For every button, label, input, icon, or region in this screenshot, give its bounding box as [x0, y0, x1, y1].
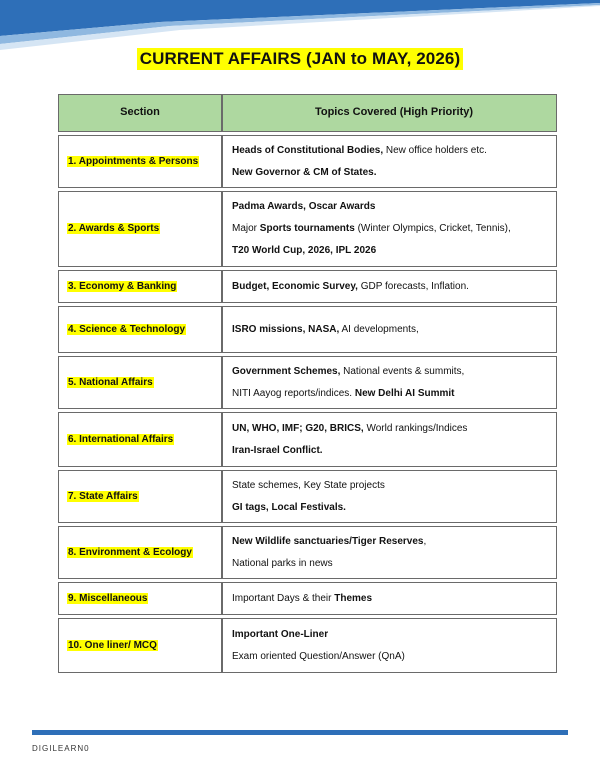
topics-cell — [222, 526, 557, 579]
section-cell — [58, 135, 222, 188]
topics-cell — [222, 356, 557, 409]
topic-text-bold: T20 World Cup, 2026, IPL 2026 — [232, 245, 377, 256]
topic-text: AI developments, — [339, 323, 419, 335]
topic-line — [232, 201, 556, 213]
topic-text: (Winter Olympics, Cricket, Tennis), — [354, 223, 511, 234]
topic-line — [232, 651, 556, 663]
table-row — [58, 191, 557, 267]
topic-text-bold: UN, WHO, IMF; G20, BRICS, — [232, 422, 364, 434]
topic-text-bold: Important One-Liner — [232, 628, 329, 640]
page-title: CURRENT AFFAIRS (JAN to MAY, 2026) — [137, 48, 463, 70]
topic-text: National events & summits, — [340, 365, 465, 377]
footer-brand: DIGILEARN0 — [32, 744, 90, 753]
topic-line — [232, 223, 556, 235]
topic-text: NITI Aayog reports/indices. — [232, 387, 355, 399]
section-label: 6. International Affairs — [68, 433, 174, 445]
section-label: 9. Miscellaneous — [68, 592, 148, 604]
table-row — [58, 470, 557, 523]
topics-cell — [222, 306, 557, 353]
topics-cell — [222, 582, 557, 615]
topic-text-bold: GI tags, Local Festivals. — [232, 501, 346, 513]
topic-line — [232, 281, 556, 293]
topics-cell — [222, 470, 557, 523]
topic-text-bold: Iran-Israel Conflict. — [232, 444, 323, 456]
topic-text-bold: Budget, Economic Survey, — [232, 280, 358, 292]
topic-text-bold: New Delhi AI Summit — [354, 387, 455, 399]
table-row — [58, 306, 557, 353]
topic-text: State schemes, Key State projects — [232, 479, 385, 491]
section-cell — [58, 470, 222, 523]
topic-text: World rankings/Indices — [363, 422, 468, 434]
table-row — [58, 582, 557, 615]
section-label: 1. Appointments & Persons — [68, 155, 199, 167]
section-label: 7. State Affairs — [68, 490, 138, 502]
topic-line — [232, 145, 556, 157]
section-label: 5. National Affairs — [68, 376, 153, 388]
topics-cell — [222, 270, 557, 303]
table-row — [58, 270, 557, 303]
topic-text-bold: Sports tournaments — [259, 223, 355, 234]
section-cell — [58, 582, 222, 615]
section-label: 4. Science & Technology — [68, 323, 186, 335]
table-row — [58, 618, 557, 673]
topic-text-bold: Government Schemes, — [232, 365, 341, 377]
footer-bar — [32, 730, 568, 735]
topic-line — [232, 423, 556, 435]
topic-text-bold: Themes — [334, 592, 373, 604]
section-label: 10. One liner/ MCQ — [68, 639, 157, 651]
topics-cell — [222, 412, 557, 467]
section-cell — [58, 191, 222, 267]
section-cell — [58, 412, 222, 467]
topic-line — [232, 388, 556, 400]
topic-line — [232, 245, 556, 257]
topic-text-bold: New Governor & CM of States. — [232, 166, 377, 178]
topic-text: Major — [232, 223, 260, 234]
topic-text: Exam oriented Question/Answer (QnA) — [232, 650, 405, 662]
topic-text-bold: ISRO missions, NASA, — [232, 323, 340, 335]
topic-text: Important Days & their — [232, 592, 335, 604]
table-row — [58, 412, 557, 467]
section-cell — [58, 356, 222, 409]
header-topics: Topics Covered (High Priority) — [222, 94, 557, 132]
section-cell — [58, 618, 222, 673]
topic-line — [232, 536, 556, 548]
topic-text-bold: Heads of Constitutional Bodies, — [232, 144, 384, 156]
topics-cell — [222, 135, 557, 188]
topics-cell — [222, 618, 557, 673]
topics-cell — [222, 191, 557, 267]
header-section: Section — [58, 94, 222, 132]
topic-text: National parks in news — [232, 557, 333, 569]
topic-text: , — [423, 535, 427, 547]
topic-text: GDP forecasts, Inflation. — [357, 280, 469, 292]
topic-line — [232, 445, 556, 457]
topic-line — [232, 629, 556, 641]
topics-table — [58, 91, 557, 676]
topic-line — [232, 167, 556, 179]
topic-text-bold: New Wildlife sanctuaries/Tiger Reserves — [232, 535, 424, 547]
table-row — [58, 526, 557, 579]
topic-text: New office holders etc. — [383, 144, 487, 156]
section-label: 2. Awards & Sports — [68, 223, 160, 234]
table-header-row — [58, 94, 557, 132]
section-label: 8. Environment & Ecology — [68, 546, 192, 558]
topic-line — [232, 366, 556, 378]
section-cell — [58, 270, 222, 303]
topic-line — [232, 593, 556, 605]
section-label: 3. Economy & Banking — [68, 280, 177, 292]
topic-line — [232, 558, 556, 570]
topic-text-bold: Padma Awards, Oscar Awards — [232, 201, 376, 212]
table-row — [58, 135, 557, 188]
topic-line — [232, 480, 556, 492]
section-cell — [58, 526, 222, 579]
table-row — [58, 356, 557, 409]
section-cell — [58, 306, 222, 353]
topic-line — [232, 502, 556, 514]
topic-line — [232, 324, 556, 336]
